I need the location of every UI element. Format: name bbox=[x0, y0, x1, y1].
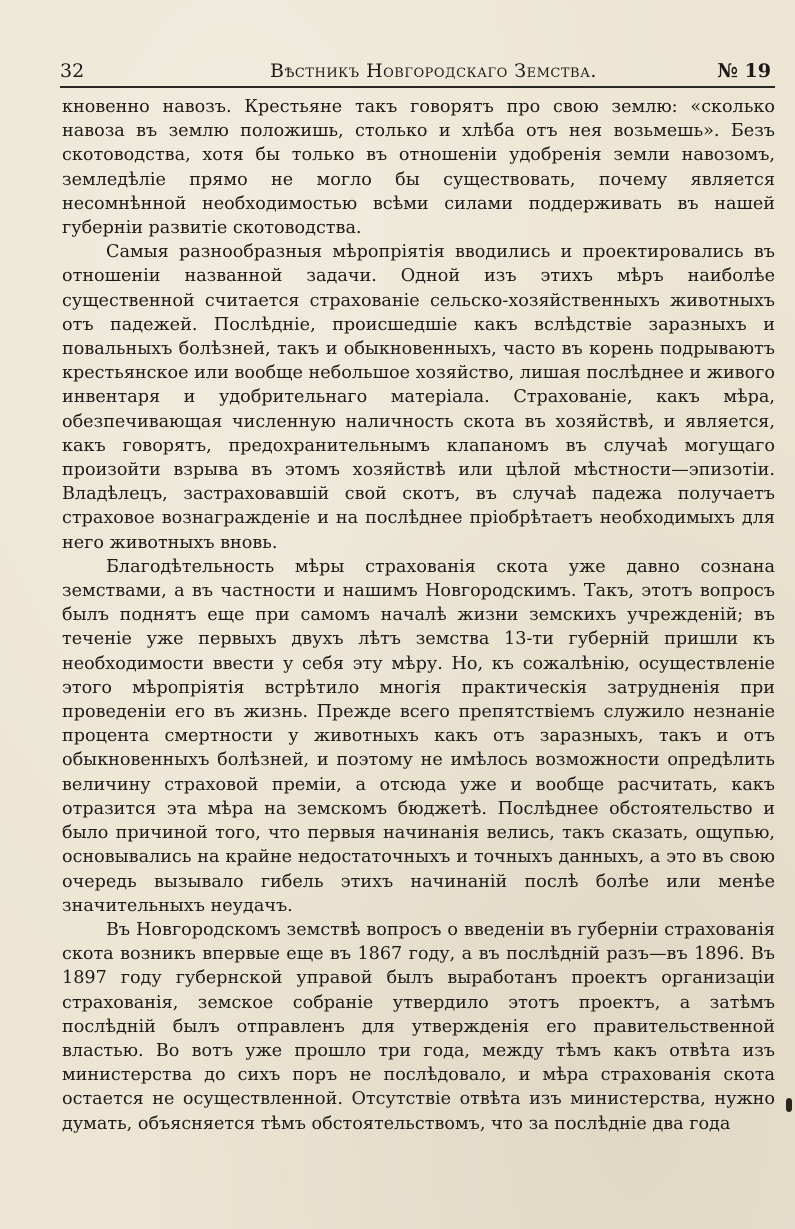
running-title: Вѣстникъ Новгородскаго Земства. bbox=[270, 60, 597, 82]
body-text bbox=[62, 95, 775, 1136]
paragraph-4: Въ Новгородскомъ земствѣ вопросъ о введеніи въ губерніи страхованія скота возникъ впервые еще въ 1867 году, а въ послѣдній разъ—въ 1896. Въ 1897 году губернской управой былъ выработанъ проектъ организаціи страхованія, земское собраніе утвердило этотъ проектъ, а затѣмъ послѣдній былъ отправленъ для утвержденія его правительственной властью. Во вотъ уже прошло три года, между тѣмъ какъ отвѣта изъ министерства до сихъ поръ не послѣдовало, и мѣра страхованія скота остается не осуществленной. Отсутствіе отвѣта изъ министерства, нужно думать, объясняется тѣмъ обстоятельствомъ, что за послѣдніе два года bbox=[62, 919, 775, 1134]
header-rule bbox=[60, 86, 775, 88]
page-header bbox=[60, 58, 775, 84]
paragraph-3: Благодѣтельность мѣры страхованія скота уже давно сознана земствами, а въ частности и нашимъ Новгородскимъ. Такъ, этотъ вопросъ былъ поднятъ еще при самомъ началѣ жизни земскихъ учрежденій; въ теченіе уже первыхъ двухъ лѣтъ земства 13-ти губерній пришли къ необходимости ввести у себя эту мѣру. Но, къ сожалѣнію, осуществленіе этого мѣропріятія встрѣтило многія практическія затрудненія при проведеніи его въ жизнь. Прежде всего препятствіемъ служило незнаніе процента смертности у животныхъ какъ отъ заразныхъ, такъ и отъ обыкновенныхъ болѣзней, и поэтому не имѣлось возможности опредѣлить величину страховой преміи, а отсюда уже и вообще расчитать, какъ отразится эта мѣра на земскомъ бюджетѣ. Послѣднее обстоятельство и было причиной того, что первыя начинанія велись, такъ сказать, ощупью, основывались на крайне недостаточныхъ и точныхъ данныхъ, а это въ свою очередь вызывало гибель этихъ начинаній послѣ болѣе или менѣе значительныхъ неудачъ. bbox=[62, 556, 775, 916]
paragraph-2: Самыя разнообразныя мѣропріятія вводились и проектировались въ отношеніи названной задачи. Одной изъ этихъ мѣръ наиболѣе существенной считается страхованіе сельско-хозяйственныхъ животныхъ отъ падежей. Послѣдніе, происшедшіе какъ вслѣдствіе заразныхъ и повальныхъ болѣзней, такъ и обыкновенныхъ, часто въ корень подрываютъ крестьянское или вообще небольшое хозяйство, лишая послѣднее и живого инвентаря и удобрительнаго матеріала. Страхованіе, какъ мѣра, обезпечивающая численную наличность скота въ хозяйствѣ, и является, какъ говорятъ, предохранительнымъ клапаномъ въ случаѣ могущаго произойти взрыва въ этомъ хозяйствѣ или цѣлой мѣстности—эпизотіи. Владѣлецъ, застраховавшій свой скотъ, въ случаѣ падежа получаетъ страховое вознагражденіе и на послѣднее пріобрѣтаетъ необходимыхъ для него животныхъ вновь. bbox=[62, 242, 775, 553]
issue-number: № 19 bbox=[717, 60, 771, 82]
page-number: 32 bbox=[60, 60, 85, 82]
paragraph-1: кновенно навозъ. Крестьяне такъ говорятъ про свою землю: «сколько навоза въ землю положишь, столько и хлѣба отъ нея возьмешь». Безъ скотоводства, хотя бы только въ отношеніи удобренія земли навозомъ, земледѣліе прямо не могло бы существовать, почему является несомнѣнной необходимостью всѣми силами поддерживать въ нашей губерніи развитіе скотоводства. bbox=[62, 97, 775, 239]
margin-mark bbox=[786, 1098, 792, 1112]
